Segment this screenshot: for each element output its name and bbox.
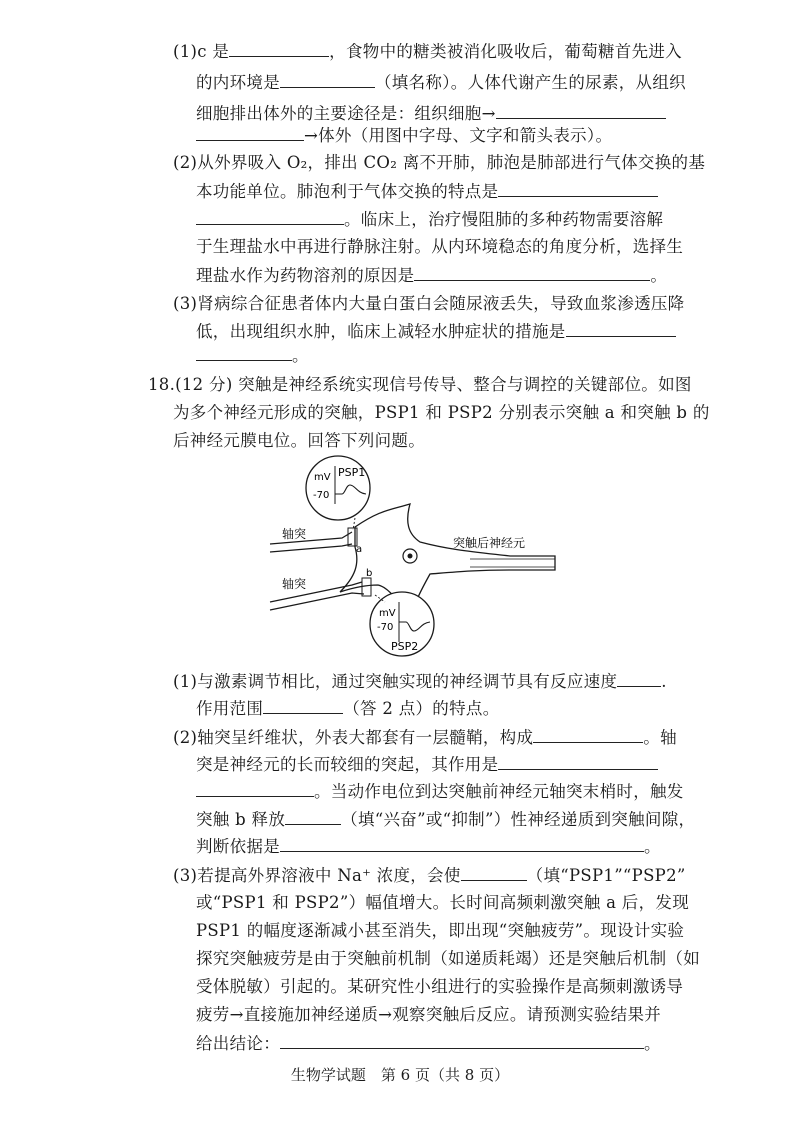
answer-blank[interactable] (461, 864, 527, 881)
answer-blank[interactable] (566, 320, 676, 337)
answer-blank[interactable] (280, 835, 644, 852)
answer-blank[interactable] (196, 208, 344, 225)
answer-blank[interactable] (533, 726, 643, 743)
axon-bottom-label: 轴突 (282, 577, 307, 591)
q18-p3-line2: 或“PSP1 和 PSP2”）幅值增大。长时间高频刺激突触 a 后，发现 (196, 893, 689, 912)
synapse-diagram (260, 452, 560, 662)
q17-p2-line1: (2)从外界吸入 O₂，排出 CO₂ 离不开肺，肺泡是肺部进行气体交换的基 (173, 153, 706, 172)
page-footer: 生物学试题 第 6 页（共 8 页） (290, 1066, 510, 1084)
q17-p2-line4: 于生理盐水中再进行静脉注射。从内环境稳态的角度分析，选择生 (196, 237, 684, 256)
answer-blank[interactable] (229, 40, 329, 57)
q18-p3-line3: PSP1 的幅度逐渐减小甚至消失，即出现“突触疲劳”。现设计实验 (196, 921, 685, 940)
q18-p3-line4: 探究突触疲劳是由于突触前机制（如递质耗竭）还是突触后机制（如 (196, 949, 700, 968)
q18-intro-line3: 后神经元膜电位。回答下列问题。 (173, 431, 425, 450)
answer-blank[interactable] (196, 124, 304, 141)
q18-p3-line5: 受体脱敏）引起的。某研究性小组进行的实验操作是高频刺激诱导 (196, 977, 684, 996)
q17-p1-line2: 的内环境是 （填名称）。人体代谢产生的尿素，从组织 (196, 73, 686, 92)
q17-p3-line2: 低，出现组织水肿，临床上减轻水肿症状的措施是 (196, 320, 676, 343)
answer-blank[interactable] (617, 670, 661, 687)
q17-p1-line4: →体外（用图中字母、文字和箭头表示）。 (196, 124, 612, 147)
q18-p3-line6: 疲劳→直接施加神经递质→观察突触后反应。请预测实验结果并 (196, 1005, 662, 1024)
answer-blank[interactable] (498, 753, 658, 770)
q17-p2-line2: 本功能单位。肺泡利于气体交换的特点是 (196, 180, 658, 203)
answer-blank[interactable] (263, 697, 343, 714)
synapse-b-terminal (362, 578, 371, 596)
q17-p2-line3: 。临床上，治疗慢阻肺的多种药物需要溶解 (196, 208, 663, 231)
postsynaptic-neuron-label: 突触后神经元 (453, 536, 526, 550)
psp1-mv-label: mV (314, 472, 331, 483)
q17-p2-line5: 理盐水作为药物溶剂的原因是 。 (196, 266, 668, 285)
q18-p3-line7: 给出结论： 。 (196, 1034, 661, 1053)
q18-intro-line2: 为多个神经元形成的突触，PSP1 和 PSP2 分别表示突触 a 和突触 b 的 (173, 403, 710, 422)
answer-blank[interactable] (196, 344, 292, 361)
synapse-b-label: b (366, 568, 373, 579)
q18-p2-line3: 。当动作电位到达突触前神经元轴突末梢时，触发 (196, 780, 684, 803)
q17-p1-line1: (1)c 是 ，食物中的糖类被消化吸收后，葡萄糖首先进入 (173, 42, 682, 61)
answer-blank[interactable] (280, 71, 375, 88)
q18-p2-line5: 判断依据是 。 (196, 837, 661, 856)
q18-p2-line4: 突触 b 释放 （填“兴奋”或“抑制”）性神经递质到突触间隙， (196, 810, 696, 829)
q18-p2-line2: 突是神经元的长而较细的突起，其作用是 (196, 753, 658, 776)
synapse-a-label: a (356, 544, 363, 555)
q18-intro-line1: 18.(12 分) 突触是神经系统实现信号传导、整合与调控的关键部位。如图 (148, 375, 692, 394)
answer-blank[interactable] (280, 1032, 644, 1049)
answer-blank[interactable] (496, 102, 666, 119)
q18-p1-line1: (1)与激素调节相比，通过突触实现的神经调节具有反应速度 . (173, 672, 667, 691)
axon-top-label: 轴突 (282, 527, 307, 541)
answer-blank[interactable] (196, 780, 314, 797)
q18-p2-line1: (2)轴突呈纤维状，外表大都套有一层髓鞘，构成 。轴 (173, 728, 677, 747)
q17-p3-line3: 。 (196, 344, 309, 367)
answer-blank[interactable] (285, 808, 341, 825)
q18-p1-line2: 作用范围 （答 2 点）的特点。 (196, 699, 500, 718)
answer-blank[interactable] (498, 180, 658, 197)
q18-p3-line1: (3)若提高外界溶液中 Na⁺ 浓度，会使 （填“PSP1”“PSP2” (173, 866, 686, 885)
postsynaptic-neuron-body (340, 504, 555, 620)
q17-p1-line3: 细胞排出体外的主要途径是：组织细胞→ (196, 102, 666, 125)
q17-p3-line1: (3)肾病综合征患者体内大量白蛋白会随尿液丢失，导致血浆渗透压降 (173, 294, 685, 313)
nucleolus (408, 554, 413, 559)
psp2-label: PSP2 (391, 640, 419, 653)
psp1-minus70-label: -70 (313, 490, 330, 501)
psp2-minus70-label: -70 (377, 622, 394, 633)
psp1-label: PSP1 (338, 466, 366, 479)
answer-blank[interactable] (414, 264, 650, 281)
psp2-mv-label: mV (379, 608, 396, 619)
